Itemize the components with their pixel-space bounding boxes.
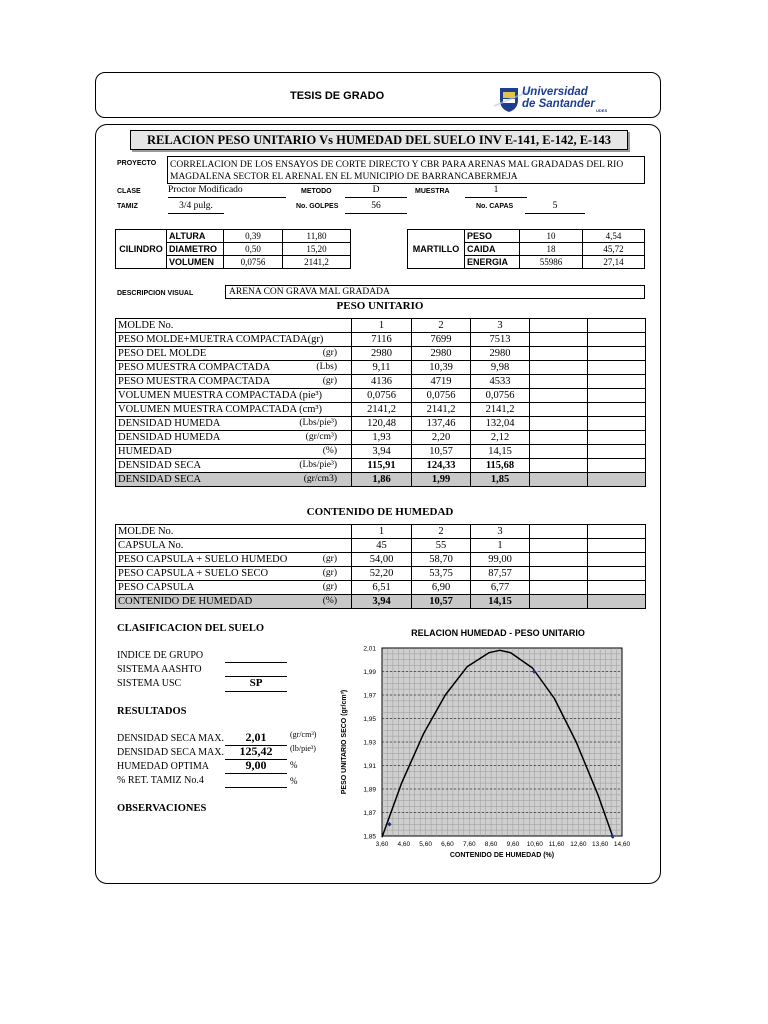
row-label-text: CONTENIDO DE HUMEDAD bbox=[118, 596, 253, 607]
table-cell: 52,20 bbox=[352, 567, 412, 581]
row-unit: (gr) bbox=[322, 582, 337, 592]
row-label-text: MOLDE No. bbox=[118, 526, 174, 537]
table-cell: 2141,2 bbox=[352, 403, 412, 417]
row-label bbox=[116, 459, 352, 473]
row-unit: (gr) bbox=[322, 554, 337, 564]
y-tick-label: 1,91 bbox=[363, 763, 376, 770]
proyecto-box bbox=[167, 156, 645, 184]
table-cell: 0,0756 bbox=[352, 389, 412, 403]
empty-cell bbox=[588, 403, 646, 417]
table-cell: 9,11 bbox=[352, 361, 412, 375]
chart-title: RELACION HUMEDAD - PESO UNITARIO bbox=[411, 628, 585, 638]
cilindro-table bbox=[115, 229, 351, 269]
table-row bbox=[116, 525, 646, 539]
row-label-text: PESO MOLDE+MUETRA COMPACTADA(gr) bbox=[118, 334, 324, 345]
row-unit: (gr) bbox=[322, 568, 337, 578]
row-label bbox=[116, 539, 352, 553]
table-cell: 0,0756 bbox=[471, 389, 530, 403]
table-row bbox=[116, 403, 646, 417]
table-cell: 3,94 bbox=[352, 595, 412, 609]
y-tick-label: 1,99 bbox=[363, 669, 376, 676]
empty-cell bbox=[530, 417, 588, 431]
table-cell: 2980 bbox=[352, 347, 412, 361]
table-cell: 1 bbox=[352, 525, 412, 539]
table-row bbox=[116, 581, 646, 595]
table-cell: 115,68 bbox=[471, 459, 530, 473]
golpes-value: 56 bbox=[345, 201, 407, 214]
row-label-text: PESO CAPSULA + SUELO SECO bbox=[118, 568, 269, 579]
row-unit: (%) bbox=[322, 596, 337, 606]
table-cell: 2980 bbox=[471, 347, 530, 361]
martillo-cell: 10 bbox=[520, 230, 583, 243]
table-cell: 9,98 bbox=[471, 361, 530, 375]
table-cell: 53,75 bbox=[412, 567, 471, 581]
empty-cell bbox=[588, 553, 646, 567]
empty-cell bbox=[588, 375, 646, 389]
table-cell: 14,15 bbox=[471, 595, 530, 609]
table-cell: 6,90 bbox=[412, 581, 471, 595]
table-row bbox=[116, 445, 646, 459]
martillo-row-label: PESO bbox=[465, 230, 520, 243]
dsm-value: 2,01 bbox=[225, 731, 287, 746]
aashto-label: SISTEMA AASHTO bbox=[117, 664, 202, 675]
x-tick-label: 3,60 bbox=[375, 841, 389, 848]
row-label-text: DENSIDAD HUMEDA bbox=[118, 432, 221, 443]
row-label-text: PESO MUESTRA COMPACTADA bbox=[118, 362, 271, 373]
martillo-cell: 18 bbox=[520, 243, 583, 256]
tamiz-label: TAMIZ bbox=[117, 203, 138, 210]
x-tick-label: 9,60 bbox=[506, 841, 520, 848]
empty-cell bbox=[530, 581, 588, 595]
table-cell: 14,15 bbox=[471, 445, 530, 459]
cilindro-row-label: DIAMETRO bbox=[167, 243, 224, 256]
cilindro-label: CILINDRO bbox=[116, 230, 167, 269]
table-cell: 1,85 bbox=[471, 473, 530, 487]
empty-cell bbox=[530, 595, 588, 609]
table-cell: 7513 bbox=[471, 333, 530, 347]
x-tick-label: 5,60 bbox=[419, 841, 432, 848]
row-label-text: PESO MUESTRA COMPACTADA bbox=[118, 376, 271, 387]
y-tick-label: 1,95 bbox=[363, 716, 376, 723]
usc-label: SISTEMA USC bbox=[117, 678, 182, 689]
cilindro-cell: 2141,2 bbox=[283, 256, 351, 269]
empty-cell bbox=[588, 595, 646, 609]
ret-tamiz-unit: % bbox=[290, 776, 298, 786]
row-label bbox=[116, 417, 352, 431]
x-tick-label: 10,60 bbox=[526, 841, 543, 848]
row-label-text: PESO CAPSULA bbox=[118, 582, 195, 593]
martillo-table bbox=[407, 229, 645, 269]
contenido-humedad-table bbox=[115, 524, 646, 609]
row-unit: (Lbs) bbox=[316, 362, 337, 372]
table-row bbox=[116, 389, 646, 403]
empty-cell bbox=[588, 473, 646, 487]
table-cell: 54,00 bbox=[352, 553, 412, 567]
clasificacion-title: CLASIFICACION DEL SUELO bbox=[117, 623, 265, 634]
empty-cell bbox=[530, 539, 588, 553]
logo-line-2: de Santander bbox=[522, 98, 595, 110]
table-cell: 3,94 bbox=[352, 445, 412, 459]
y-axis-label: PESO UNITARIO SECO (gr/cm³) bbox=[341, 689, 348, 795]
humedad-optima-unit: % bbox=[290, 760, 298, 770]
row-label bbox=[116, 403, 352, 417]
table-cell: 1,93 bbox=[352, 431, 412, 445]
empty-cell bbox=[588, 333, 646, 347]
table-cell: 1,86 bbox=[352, 473, 412, 487]
empty-cell bbox=[530, 445, 588, 459]
empty-cell bbox=[530, 375, 588, 389]
row-label bbox=[116, 431, 352, 445]
empty-cell bbox=[588, 347, 646, 361]
row-label-text: DENSIDAD SECA bbox=[118, 460, 202, 471]
table-row bbox=[116, 319, 646, 333]
logo-line-1: Universidad bbox=[522, 86, 588, 98]
cilindro-cell: 11,80 bbox=[283, 230, 351, 243]
row-unit: (gr/cm³) bbox=[305, 432, 337, 442]
table-cell: 6,77 bbox=[471, 581, 530, 595]
empty-cell bbox=[530, 431, 588, 445]
table-cell: 4136 bbox=[352, 375, 412, 389]
cilindro-cell: 0,39 bbox=[224, 230, 283, 243]
x-tick-label: 14,60 bbox=[613, 841, 631, 848]
row-label bbox=[116, 347, 352, 361]
table-cell: 10,57 bbox=[412, 595, 471, 609]
table-row bbox=[116, 361, 646, 375]
martillo-cell: 4,54 bbox=[583, 230, 645, 243]
usc-value: SP bbox=[225, 676, 287, 692]
proyecto-line-1: CORRELACION DE LOS ENSAYOS DE CORTE DIRECTO Y CBR PARA ARENAS MAL GRADADAS DEL RIO bbox=[170, 160, 624, 170]
table-cell: 132,04 bbox=[471, 417, 530, 431]
table-cell: 7699 bbox=[412, 333, 471, 347]
row-label-text: PESO DEL MOLDE bbox=[118, 348, 207, 359]
empty-cell bbox=[588, 431, 646, 445]
metodo-value: D bbox=[345, 185, 407, 198]
row-label bbox=[116, 595, 352, 609]
row-label-text: VOLUMEN MUESTRA COMPACTADA (cm³) bbox=[118, 404, 323, 415]
row-label-text: CAPSULA No. bbox=[118, 540, 184, 551]
metodo-label: METODO bbox=[301, 188, 332, 195]
observaciones-title: OBSERVACIONES bbox=[117, 803, 207, 814]
row-label bbox=[116, 445, 352, 459]
row-label bbox=[116, 333, 352, 347]
row-label bbox=[116, 581, 352, 595]
row-label bbox=[116, 389, 352, 403]
row-unit: (gr) bbox=[322, 348, 337, 358]
dsm2-label: DENSIDAD SECA MAX. bbox=[117, 747, 224, 758]
table-cell: 3 bbox=[471, 319, 530, 333]
row-label bbox=[116, 553, 352, 567]
table-row bbox=[116, 347, 646, 361]
dsm-label: DENSIDAD SECA MAX. bbox=[117, 733, 224, 744]
table-cell: 2,20 bbox=[412, 431, 471, 445]
row-label-text: DENSIDAD SECA bbox=[118, 474, 202, 485]
row-label-text: MOLDE No. bbox=[118, 320, 174, 331]
x-axis-label: CONTENIDO DE HUMEDAD (%) bbox=[449, 852, 555, 859]
row-unit: (gr/cm3) bbox=[303, 474, 337, 484]
empty-cell bbox=[530, 567, 588, 581]
empty-cell bbox=[588, 567, 646, 581]
martillo-cell: 55986 bbox=[520, 256, 583, 269]
empty-cell bbox=[530, 319, 588, 333]
table-cell: 2141,2 bbox=[471, 403, 530, 417]
table-cell: 0,0756 bbox=[412, 389, 471, 403]
humedad-optima-label: HUMEDAD OPTIMA bbox=[117, 761, 209, 772]
clase-value: Proctor Modificado bbox=[168, 185, 286, 198]
empty-cell bbox=[588, 539, 646, 553]
contenido-humedad-title: CONTENIDO DE HUMEDAD bbox=[306, 506, 454, 518]
martillo-row-label: ENERGIA bbox=[465, 256, 520, 269]
table-cell: 99,00 bbox=[471, 553, 530, 567]
empty-cell bbox=[588, 581, 646, 595]
empty-cell bbox=[588, 445, 646, 459]
empty-cell bbox=[530, 333, 588, 347]
table-cell: 4533 bbox=[471, 375, 530, 389]
peso-unitario-title: PESO UNITARIO bbox=[336, 300, 424, 312]
cilindro-row-label: ALTURA bbox=[167, 230, 224, 243]
x-tick-label: 12,60 bbox=[570, 841, 587, 848]
dsm2-unit: (lb/pie³) bbox=[290, 744, 316, 753]
header-title: TESIS DE GRADO bbox=[290, 90, 385, 102]
empty-cell bbox=[530, 389, 588, 403]
capas-label: No. CAPAS bbox=[476, 203, 514, 210]
table-cell: 4719 bbox=[412, 375, 471, 389]
martillo-label: MARTILLO bbox=[408, 230, 465, 269]
table-row bbox=[116, 473, 646, 487]
table-cell: 2980 bbox=[412, 347, 471, 361]
table-cell: 1 bbox=[352, 319, 412, 333]
empty-cell bbox=[588, 459, 646, 473]
university-logo bbox=[492, 84, 610, 114]
resultados-title: RESULTADOS bbox=[117, 706, 187, 717]
table-cell: 2141,2 bbox=[412, 403, 471, 417]
cilindro-cell: 15,20 bbox=[283, 243, 351, 256]
row-label-text: DENSIDAD HUMEDA bbox=[118, 418, 221, 429]
empty-cell bbox=[530, 473, 588, 487]
row-label bbox=[116, 525, 352, 539]
descripcion-value: ARENA CON GRAVA MAL GRADADA bbox=[225, 285, 645, 299]
table-row bbox=[116, 459, 646, 473]
table-cell: 45 bbox=[352, 539, 412, 553]
row-unit: (%) bbox=[322, 446, 337, 456]
row-unit: (gr) bbox=[322, 376, 337, 386]
descripcion-label: DESCRIPCION VISUAL bbox=[117, 290, 194, 297]
empty-cell bbox=[588, 361, 646, 375]
ret-tamiz-line bbox=[225, 774, 287, 788]
martillo-cell: 45,72 bbox=[583, 243, 645, 256]
proyecto-line-2: MAGDALENA SECTOR EL ARENAL EN EL MUNICIPIO DE BARRANCABERMEJA bbox=[170, 172, 518, 182]
logo-badge: UDES bbox=[596, 108, 608, 113]
row-label bbox=[116, 567, 352, 581]
table-cell: 55 bbox=[412, 539, 471, 553]
cilindro-row-label: VOLUMEN bbox=[167, 256, 224, 269]
table-cell: 2 bbox=[412, 525, 471, 539]
indice-label: INDICE DE GRUPO bbox=[117, 650, 204, 661]
x-tick-label: 13,60 bbox=[592, 841, 609, 848]
row-label-text: PESO CAPSULA + SUELO HUMEDO bbox=[118, 554, 288, 565]
table-cell: 120,48 bbox=[352, 417, 412, 431]
table-cell: 10,57 bbox=[412, 445, 471, 459]
table-cell: 10,39 bbox=[412, 361, 471, 375]
row-unit: (Lbs/pie³) bbox=[299, 460, 337, 470]
martillo-cell: 27,14 bbox=[583, 256, 645, 269]
x-tick-label: 11,60 bbox=[548, 841, 565, 848]
empty-cell bbox=[588, 417, 646, 431]
tamiz-value: 3/4 pulg. bbox=[168, 201, 224, 214]
ret-tamiz-label: % RET. TAMIZ No.4 bbox=[117, 775, 204, 786]
peso-unitario-table bbox=[115, 318, 646, 487]
muestra-label: MUESTRA bbox=[415, 188, 450, 195]
martillo-row-label: CAIDA bbox=[465, 243, 520, 256]
aashto-line bbox=[225, 662, 287, 663]
table-row bbox=[116, 567, 646, 581]
row-label bbox=[116, 473, 352, 487]
empty-cell bbox=[530, 347, 588, 361]
table-cell: 6,51 bbox=[352, 581, 412, 595]
document-title: RELACION PESO UNITARIO Vs HUMEDAD DEL SUELO INV E-141, E-142, E-143 bbox=[130, 130, 628, 150]
table-cell: 137,46 bbox=[412, 417, 471, 431]
x-tick-label: 7,60 bbox=[462, 841, 476, 848]
empty-cell bbox=[588, 389, 646, 403]
table-row bbox=[116, 595, 646, 609]
cilindro-cell: 0,0756 bbox=[224, 256, 283, 269]
y-tick-label: 1,89 bbox=[363, 786, 376, 794]
empty-cell bbox=[530, 459, 588, 473]
table-row bbox=[116, 539, 646, 553]
proyecto-label: PROYECTO bbox=[117, 160, 157, 167]
row-label-text: VOLUMEN MUESTRA COMPACTADA (pie³) bbox=[118, 390, 323, 401]
y-tick-label: 1,93 bbox=[363, 739, 376, 747]
row-unit: (Lbs/pie³) bbox=[299, 418, 337, 428]
y-tick-label: 1,87 bbox=[363, 810, 376, 817]
table-cell: 1 bbox=[471, 539, 530, 553]
table-cell: 2,12 bbox=[471, 431, 530, 445]
table-cell: 124,33 bbox=[412, 459, 471, 473]
table-cell: 2 bbox=[412, 319, 471, 333]
table-cell: 115,91 bbox=[352, 459, 412, 473]
dsm-unit: (gr/cm³) bbox=[290, 730, 317, 739]
table-cell: 58,70 bbox=[412, 553, 471, 567]
row-label bbox=[116, 375, 352, 389]
empty-cell bbox=[588, 525, 646, 539]
row-label bbox=[116, 361, 352, 375]
table-row bbox=[116, 375, 646, 389]
clase-label: CLASE bbox=[117, 188, 141, 195]
dsm2-value: 125,42 bbox=[225, 745, 287, 760]
cilindro-cell: 0,50 bbox=[224, 243, 283, 256]
muestra-value: 1 bbox=[465, 185, 527, 198]
humedad-peso-chart bbox=[335, 640, 635, 870]
empty-cell bbox=[588, 319, 646, 333]
humedad-optima-value: 9,00 bbox=[225, 759, 287, 774]
table-cell: 1,99 bbox=[412, 473, 471, 487]
table-row bbox=[116, 431, 646, 445]
x-tick-label: 8,60 bbox=[484, 841, 498, 848]
y-tick-label: 1,97 bbox=[363, 692, 376, 700]
empty-cell bbox=[530, 361, 588, 375]
y-tick-label: 1,85 bbox=[363, 833, 376, 841]
table-row bbox=[116, 333, 646, 347]
row-label-text: HUMEDAD bbox=[118, 446, 172, 457]
table-cell: 3 bbox=[471, 525, 530, 539]
table-row bbox=[116, 553, 646, 567]
row-label bbox=[116, 319, 352, 333]
table-cell: 87,57 bbox=[471, 567, 530, 581]
empty-cell bbox=[530, 403, 588, 417]
x-tick-label: 4,60 bbox=[397, 841, 411, 848]
empty-cell bbox=[530, 553, 588, 567]
table-row bbox=[116, 417, 646, 431]
x-tick-label: 6,60 bbox=[441, 841, 454, 848]
table-cell: 7116 bbox=[352, 333, 412, 347]
y-tick-label: 2,01 bbox=[363, 645, 376, 653]
capas-value: 5 bbox=[525, 201, 585, 214]
golpes-label: No. GOLPES bbox=[296, 203, 339, 210]
empty-cell bbox=[530, 525, 588, 539]
